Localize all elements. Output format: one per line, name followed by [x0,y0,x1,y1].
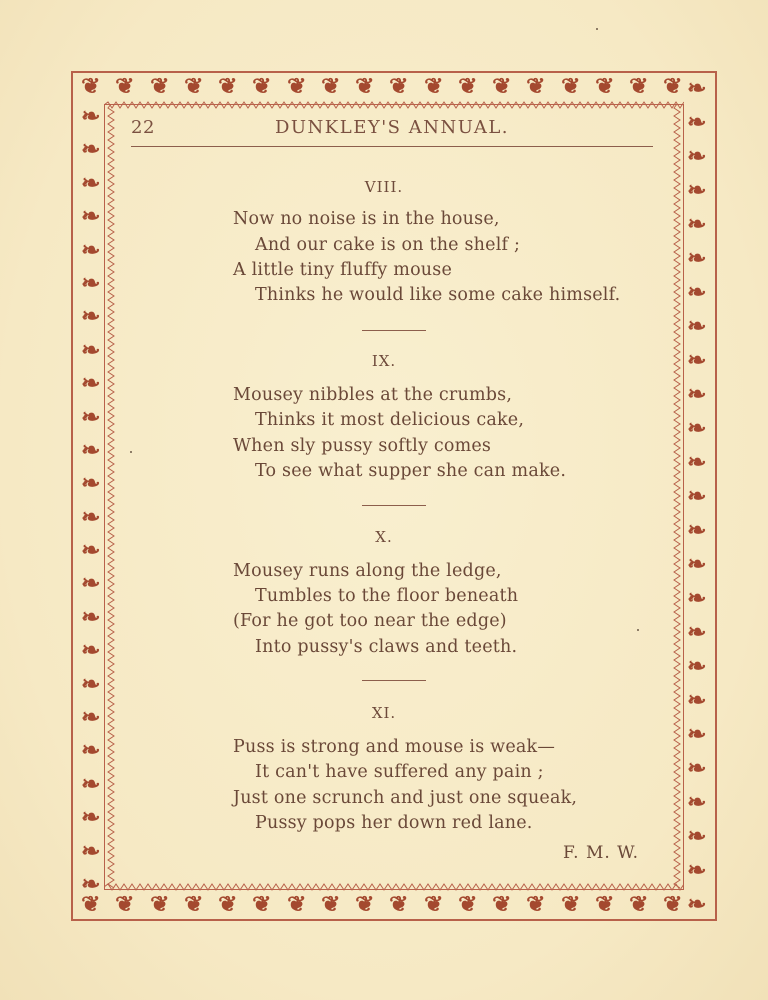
floral-ornament-icon: ❧ [687,585,707,610]
floral-ornament-icon: ❧ [81,303,101,329]
floral-ornament-icon: ❧ [687,75,707,100]
poem-line: Into pussy's claws and teeth. [255,637,518,657]
stanza-numeral: IX. [371,352,397,370]
poem-line: And our cake is on the shelf ; [255,235,521,255]
floral-ornament-icon: ❦ [355,891,375,916]
floral-ornament-icon: ❧ [687,687,707,712]
floral-ornament-icon: ❧ [687,551,707,576]
poem-line: (For he got too near the edge) [233,611,507,631]
left-ornament-column [76,104,106,896]
poem-line: When sly pussy softly comes [233,436,492,456]
header-rule [131,146,653,147]
floral-ornament-icon: ❧ [687,619,707,644]
floral-ornament-icon: ❦ [286,73,306,98]
running-head: DUNKLEY'S ANNUAL. [274,117,510,138]
floral-ornament-icon: ❧ [687,211,707,236]
floral-ornament-icon: ❧ [687,483,707,508]
floral-ornament-icon: ❧ [81,704,101,730]
stanza-numeral: X. [375,528,393,546]
poem-line: Mousey nibbles at the crumbs, [233,385,513,405]
floral-ornament-icon: ❦ [389,73,409,98]
floral-ornament-icon: ❦ [663,73,683,98]
floral-ornament-icon: ❦ [252,73,272,98]
floral-ornament-icon: ❧ [81,136,101,162]
author-signature: F. M. W. [563,843,640,863]
poem-line: Mousey runs along the ledge, [233,561,502,581]
floral-ornament-icon: ❧ [81,670,101,696]
floral-ornament-icon: ❧ [81,503,101,529]
floral-ornament-icon: ❧ [81,403,101,429]
floral-ornament-icon: ❧ [81,770,101,796]
floral-ornament-icon: ❦ [423,73,443,98]
floral-ornament-icon: ❧ [687,823,707,848]
floral-ornament-icon: ❧ [687,381,707,406]
page-header [131,117,653,147]
floral-ornament-icon: ❧ [687,109,707,134]
poem-line: Pussy pops her down red lane. [255,813,533,833]
floral-ornament-icon: ❧ [687,891,707,916]
floral-ornament-icon: ❦ [115,891,135,916]
floral-ornament-icon: ❧ [81,837,101,863]
poem-line: A little tiny fluffy mouse [233,260,453,280]
floral-ornament-icon: ❧ [81,637,101,663]
stanza-numeral: VIII. [364,178,404,196]
floral-ornament-icon: ❦ [457,891,478,916]
floral-ornament-icon: ❦ [286,891,306,916]
stanza-separator [362,330,426,331]
left-wave-border [106,104,116,890]
poem-line: To see what supper she can make. [255,461,567,481]
floral-ornament-icon: ❧ [687,721,707,746]
paper-speck [637,629,639,631]
floral-ornament-icon: ❧ [687,313,707,338]
floral-ornament-icon: ❦ [218,73,238,98]
floral-ornament-icon: ❦ [183,73,204,98]
floral-ornament-icon: ❦ [560,891,580,916]
floral-ornament-icon: ❦ [218,891,238,916]
floral-ornament-icon: ❦ [526,891,546,916]
floral-ornament-icon: ❧ [81,570,101,596]
poem-line: Just one scrunch and just one squeak, [233,788,578,808]
bottom-ornament-row [82,892,682,918]
floral-ornament-icon: ❧ [81,169,101,195]
floral-ornament-icon: ❧ [687,143,707,168]
floral-ornament-icon: ❧ [81,737,101,763]
right-wave-border [672,104,682,890]
floral-ornament-icon: ❦ [560,73,580,98]
top-ornament-row [82,74,682,100]
floral-ornament-icon: ❦ [629,73,649,98]
floral-ornament-icon: ❦ [457,73,478,98]
paper-speck [130,451,132,453]
stanza-separator [362,680,426,681]
floral-ornament-icon: ❦ [183,891,204,916]
floral-ornament-icon: ❧ [687,347,707,372]
floral-ornament-icon: ❧ [81,870,101,896]
floral-ornament-icon: ❦ [526,73,546,98]
floral-ornament-icon: ❧ [687,449,707,474]
floral-ornament-icon: ❧ [687,653,707,678]
floral-ornament-icon: ❦ [389,891,409,916]
floral-ornament-icon: ❦ [492,891,512,916]
floral-ornament-icon: ❧ [81,603,101,629]
floral-ornament-icon: ❧ [687,279,707,304]
poem-line: Thinks he would like some cake himself. [255,285,621,305]
floral-ornament-icon: ❦ [115,73,135,98]
poem-line: Puss is strong and mouse is weak— [233,737,556,757]
poem-line: Thinks it most delicious cake, [255,410,525,430]
floral-ornament-icon: ❦ [149,891,169,916]
stanza-numeral: XI. [371,704,397,722]
floral-ornament-icon: ❦ [423,891,443,916]
floral-ornament-icon: ❧ [81,203,101,229]
floral-ornament-icon: ❧ [687,755,707,780]
floral-ornament-icon: ❧ [81,103,101,128]
top-wave-border [104,100,684,110]
poem-line: Now no noise is in the house, [233,209,500,229]
floral-ornament-icon: ❦ [252,891,272,916]
floral-ornament-icon: ❦ [320,891,341,916]
poem-line: Tumbles to the floor beneath [255,586,519,606]
stanza-separator [362,505,426,506]
right-ornament-column [682,76,712,916]
floral-ornament-icon: ❧ [687,517,707,542]
poem-line: It can't have suffered any pain ; [255,762,544,782]
paper-speck [596,28,598,30]
floral-ornament-icon: ❧ [81,370,101,396]
floral-ornament-icon: ❧ [687,177,707,202]
floral-ornament-icon: ❦ [149,73,169,98]
floral-ornament-icon: ❧ [687,245,707,270]
floral-ornament-icon: ❧ [81,804,101,830]
floral-ornament-icon: ❦ [629,891,649,916]
floral-ornament-icon: ❦ [81,73,101,98]
floral-ornament-icon: ❦ [663,891,683,916]
floral-ornament-icon: ❧ [81,537,101,563]
floral-ornament-icon: ❧ [81,436,101,462]
floral-ornament-icon: ❧ [81,470,101,496]
floral-ornament-icon: ❦ [492,73,512,98]
floral-ornament-icon: ❦ [594,891,615,916]
page-number: 22 [131,117,155,138]
floral-ornament-icon: ❦ [320,73,341,98]
floral-ornament-icon: ❦ [594,73,615,98]
floral-ornament-icon: ❦ [355,73,375,98]
floral-ornament-icon: ❧ [81,236,101,262]
floral-ornament-icon: ❦ [81,891,101,916]
floral-ornament-icon: ❧ [687,857,707,882]
floral-ornament-icon: ❧ [687,789,707,814]
floral-ornament-icon: ❧ [687,415,707,440]
floral-ornament-icon: ❧ [81,269,101,295]
floral-ornament-icon: ❧ [81,336,101,362]
